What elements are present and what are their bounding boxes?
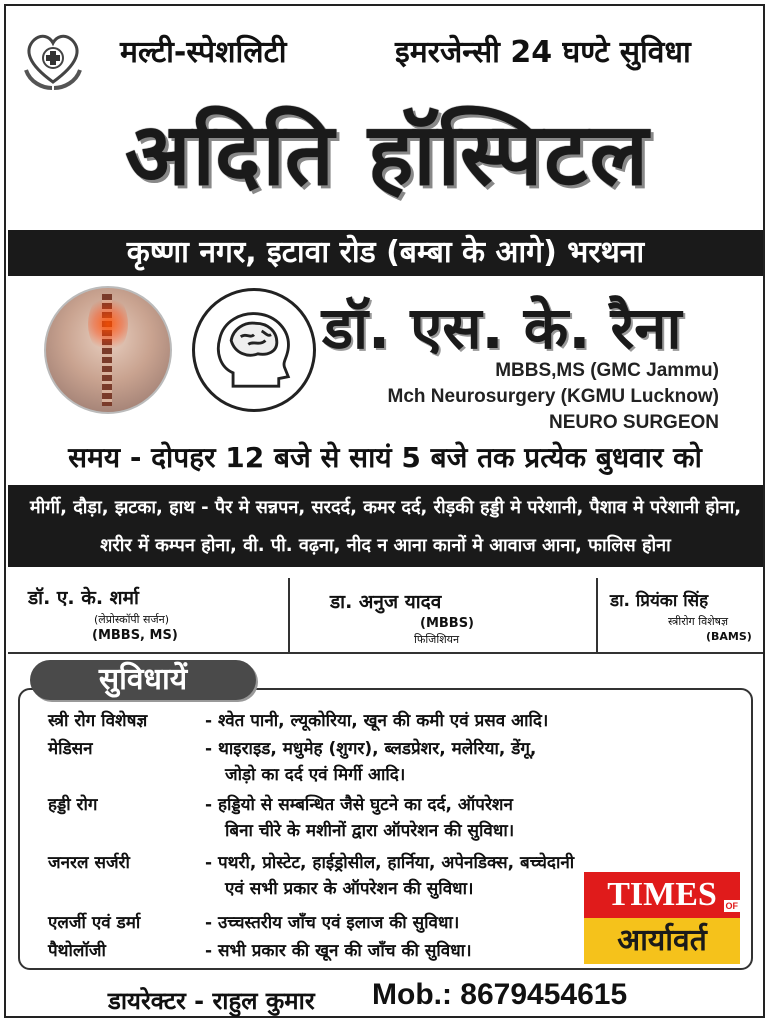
doctor-card-singh xyxy=(598,578,763,652)
diseases-line-1: मीर्गी, दौड़ा, झटका, हाथ - पैर मे सन्नपन, सरदर्द, कमर दर्द, रीड़की हड्डी मे परेशानी, पैशाव मे परेशानी होना, xyxy=(29,497,742,518)
hands-heart-cross-icon xyxy=(18,24,88,94)
doctor-qualification-1: MBBS,MS (GMC Jammu) xyxy=(495,360,719,381)
main-doctor-name: डॉ. एस. के. रैना xyxy=(322,294,682,362)
doctor-role: (लेप्रोस्कॉपी सर्जन) xyxy=(94,613,170,626)
doctor-role: फिजिशियन xyxy=(414,633,460,646)
facility-text: - हड्डियो से सम्बन्धित जैसे घुटने का दर्द, ऑपरेशन xyxy=(205,795,513,815)
diseases-line-2: शरीर में कम्पन होना, वी. पी. वढ़ना, नीद न आना कानों मे आवाज आना, फालिस होना xyxy=(100,535,671,556)
doctor-name: डॉ. ए. के. शर्मा xyxy=(28,587,139,609)
doctor-specialty: NEURO SURGEON xyxy=(549,412,719,433)
facility-label: एलर्जी एवं डर्मा xyxy=(48,913,141,933)
facility-text-cont: जोड़ो का दर्द एवं मिर्गी आदि। xyxy=(225,765,406,785)
times-of-aryavart-logo xyxy=(584,872,740,964)
director-name: डायरेक्टर - राहुल कुमार xyxy=(108,987,315,1015)
watermark-of: OF xyxy=(725,901,738,911)
facility-text-cont: एवं सभी प्रकार के ऑपरेशन की सुविधा। xyxy=(225,879,474,899)
doctor-qualification-2: Mch Neurosurgery (KGMU Lucknow) xyxy=(387,386,719,407)
doctor-degree: (MBBS, MS) xyxy=(92,628,178,643)
doctor-degree: (BAMS) xyxy=(706,630,752,643)
watermark-times xyxy=(584,872,740,918)
watermark-aryavart: आर्यावर्त xyxy=(584,918,740,964)
facilities-heading: सुविधायें xyxy=(30,660,256,700)
facility-text: - पथरी, प्रोस्टेट, हाईड्रोसील, हार्निया, अपेनडिक्स, बच्चेदानी xyxy=(205,853,575,873)
doctor-name: डा. प्रियंका सिंह xyxy=(610,591,709,611)
tagline-emergency: इमरजेन्सी 24 घण्टे सुविधा xyxy=(395,35,691,70)
spine-image xyxy=(44,286,172,414)
doctor-card-sharma xyxy=(8,578,290,652)
brain-head-icon xyxy=(192,288,316,412)
tagline-multispeciality: मल्टी-स्पेशलिटी xyxy=(120,35,287,70)
facility-text: - उच्चस्तरीय जाँच एवं इलाज की सुविधा। xyxy=(205,913,460,933)
diseases-band xyxy=(8,485,763,567)
facility-text: - श्वेत पानी, ल्यूकोरिया, खून की कमी एवं प्रसव आदि। xyxy=(205,711,549,731)
facility-label: हड्डी रोग xyxy=(48,795,98,815)
doctor-name: डा. अनुज यादव xyxy=(330,591,442,613)
timing-text: समय - दोपहर 12 बजे से सायं 5 बजे तक प्रत्येक बुधवार को xyxy=(68,441,702,474)
facility-label: पैथोलॉजी xyxy=(48,941,106,961)
watermark-times-text: TIMES xyxy=(607,876,717,913)
divider xyxy=(8,652,763,654)
address-bar: कृष्णा नगर, इटावा रोड (बम्बा के आगे) भरथना xyxy=(8,230,763,276)
doctors-row xyxy=(8,578,763,652)
facility-label: स्त्री रोग विशेषज्ञ xyxy=(48,711,148,731)
facility-text: - सभी प्रकार की खून की जाँच की सुविधा। xyxy=(205,941,472,961)
doctor-card-yadav xyxy=(290,578,598,652)
facility-text: - थाइराइड, मधुमेह (शुगर), ब्लडप्रेशर, मलेरिया, डेंगू, xyxy=(205,739,537,759)
hospital-name: अदिति हॉस्पिटल xyxy=(124,105,651,205)
mobile-number: Mob.: 8679454615 xyxy=(372,978,628,1011)
facility-label: मेडिसन xyxy=(48,739,93,759)
facility-text-cont: बिना चीरे के मशीनों द्वारा ऑपरेशन की सुविधा। xyxy=(225,821,515,841)
facility-label: जनरल सर्जरी xyxy=(48,853,130,873)
doctor-degree: (MBBS) xyxy=(420,616,474,631)
doctor-role: स्त्रीरोग विशेषज्ञ xyxy=(668,615,729,628)
